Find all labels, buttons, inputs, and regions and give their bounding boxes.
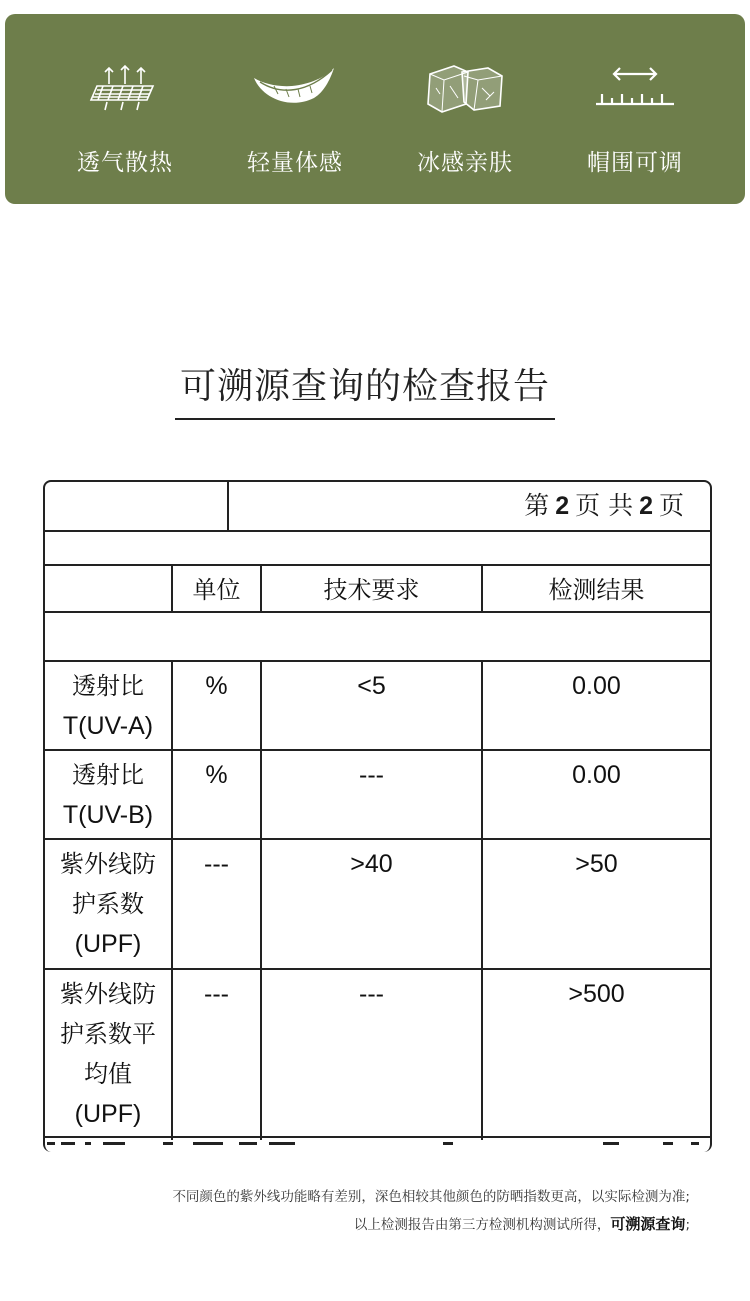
- row-result: 0.00: [572, 672, 621, 700]
- row-result: >500: [568, 980, 625, 1008]
- row-unit: ---: [204, 850, 229, 878]
- header-unit: 单位: [192, 576, 241, 604]
- ice-cube-icon: [424, 64, 506, 118]
- adjustable-ruler-icon: [592, 64, 678, 118]
- row-requirement: ---: [359, 761, 384, 789]
- header-requirement: 技术要求: [323, 576, 420, 604]
- footnote-color-variance: 不同颜色的紫外线功能略有差别，深色相较其他颜色的防晒指数更高，以实际检测为准;: [172, 1189, 690, 1205]
- cropped-text-residue: [43, 1136, 708, 1154]
- row-result: >50: [575, 850, 618, 878]
- feature-adjustable: [550, 14, 720, 204]
- table-rule: [227, 482, 229, 530]
- feature-label: 冰感亲肤: [417, 150, 513, 176]
- row-result: 0.00: [572, 761, 621, 789]
- table-rule: [45, 838, 710, 840]
- table-rule: [45, 968, 710, 970]
- table-rule: [481, 660, 483, 1140]
- feather-icon: [252, 64, 338, 118]
- table-rule: [45, 564, 710, 566]
- feature-label: 轻量体感: [247, 150, 343, 176]
- row-requirement: ---: [359, 980, 384, 1008]
- feature-banner: [5, 14, 745, 204]
- table-rule: [171, 660, 173, 1140]
- table-row-name: 透射比 T(UV-A): [62, 672, 154, 740]
- title-underline: [175, 418, 555, 420]
- table-row-name: 紫外线防 护系数 (UPF): [60, 850, 156, 958]
- row-requirement: <5: [357, 672, 386, 700]
- table-rule: [45, 749, 710, 751]
- breathable-mesh-icon: [89, 64, 161, 118]
- feature-breathable: [40, 14, 210, 204]
- header-result: 检测结果: [548, 576, 645, 604]
- feature-cooling: [380, 14, 550, 204]
- feature-lightweight: [210, 14, 380, 204]
- table-row-name: 透射比 T(UV-B): [62, 761, 154, 829]
- row-unit: %: [205, 761, 228, 789]
- row-unit: %: [205, 672, 228, 700]
- feature-label: 透气散热: [77, 150, 173, 176]
- footnote-traceable: 以上检测报告由第三方检测机构测试所得，可溯源查询;: [353, 1215, 690, 1233]
- table-rule: [45, 611, 710, 613]
- row-requirement: >40: [350, 850, 393, 878]
- row-unit: ---: [204, 980, 229, 1008]
- table-rule: [45, 660, 710, 662]
- section-title: 可溯源查询的检查报告: [179, 366, 550, 407]
- table-row-name: 紫外线防 护系数平 均值 (UPF): [60, 980, 156, 1128]
- page-indicator: 第 2 页 共 2 页: [524, 491, 684, 520]
- table-rule: [45, 530, 710, 532]
- test-report-table: [43, 480, 712, 1152]
- table-rule: [260, 660, 262, 1140]
- feature-label: 帽围可调: [587, 150, 683, 176]
